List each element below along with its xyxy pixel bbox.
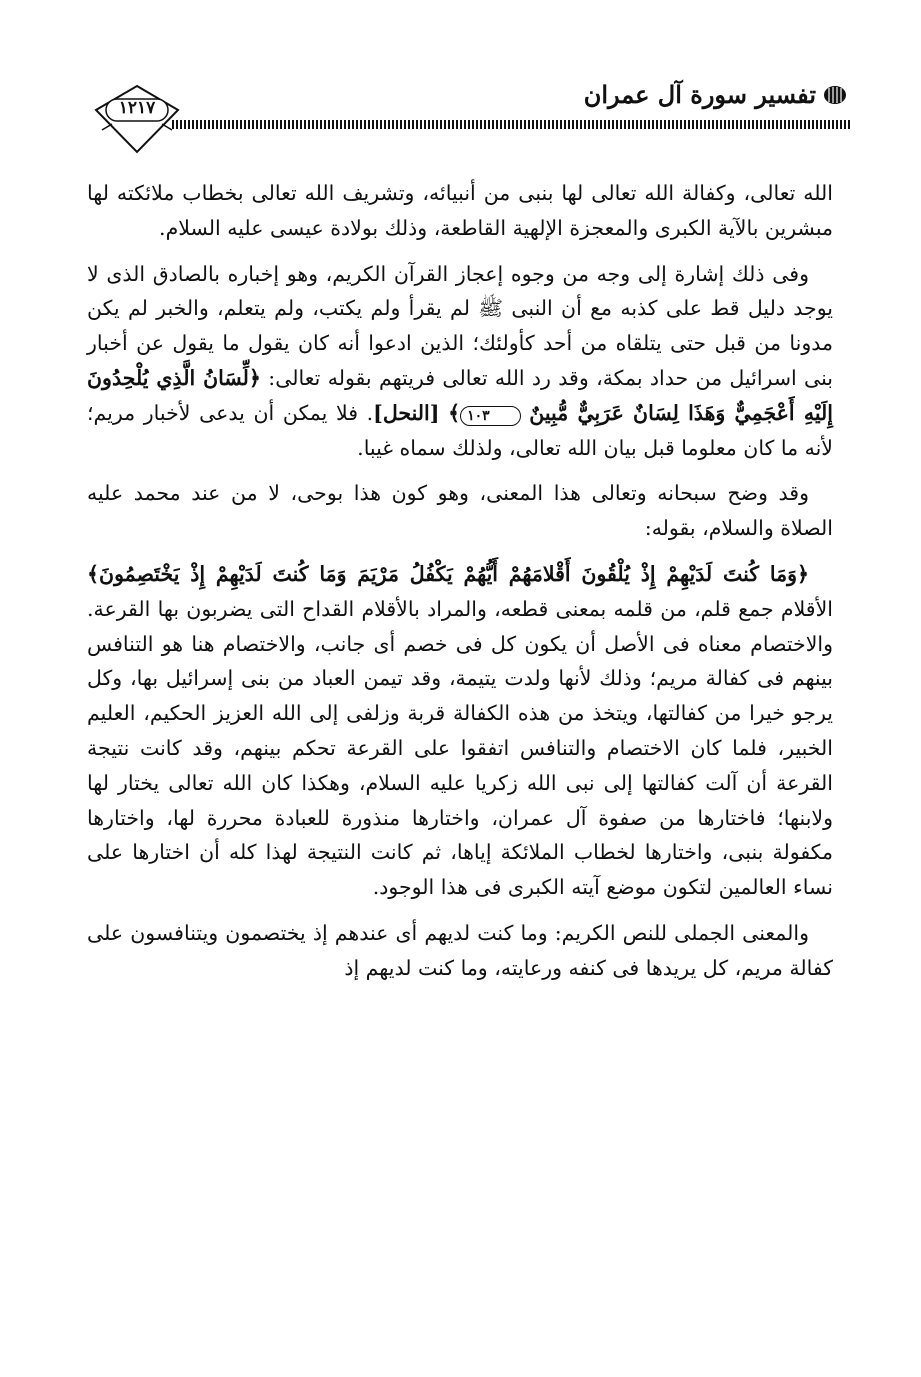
page-header [92, 78, 850, 118]
paragraph-4 [87, 557, 833, 905]
quran-quote-al-imran: ﴿وَمَا كُنتَ لَدَيْهِمْ إِذْ يُلْقُونَ أَقْلامَهُمْ أَيُّهُمْ يَكْفُلُ مَرْيَمَ وَمَا كُنتَ لَدَيْهِمْ إِذْ يَخْتَصِمُونَ﴾ [87, 561, 809, 586]
sura-reference: [النحل] [373, 400, 440, 425]
paragraph-5: والمعنى الجملى للنص الكريم: وما كنت لديهم أى عندهم إذ يختصمون ويتنافسون على كفالة مريم، كل يريدها فى كنفه ورعايته، وما كنت لديهم إذ [87, 920, 833, 980]
page-number-badge [92, 84, 182, 154]
page-number: ١٢١٧ [118, 98, 156, 118]
ornament-icon [822, 84, 848, 106]
quran-quote-close: ﴾ [448, 400, 461, 425]
verse-number-badge: ١٠٣ [460, 406, 521, 426]
paragraph-2-text-a: وفى ذلك إشارة إلى وجه من وجوه إعجاز القرآن الكريم، وهو إخباره بالصادق الذى لا يوجد دليل قط على كذبه مع أن النبى ﷺ لم يقرأ ولم يكتب، ولم يتعلم، والخبر لم يكن مدونا من قبل حتى يتلقاه من أحد كأولئك؛ الذين ادعوا أنه كان يقول ما يقول عن أخبار بنى اسرائيل من حداد بمكة، وقد رد الله تعالى فريتهم بقوله تعالى: [87, 261, 834, 390]
paragraph-3: وقد وضح سبحانه وتعالى هذا المعنى، وهو كون هذا بوحى، لا من عند محمد عليه الصلاة والسلام، بقوله: [87, 481, 833, 541]
paragraph-2 [87, 257, 833, 466]
running-header-title: تفسير سورة آل عمران [583, 80, 816, 109]
paragraph-1: الله تعالى، وكفالة الله تعالى لها بنبى من أنبيائه، وتشريف الله تعالى بخطاب ملائكته لها مبشرين بالآية الكبرى والمعجزة الإلهية القاطعة، وذلك بولادة عيسى عليه السلام. [87, 181, 833, 240]
main-text [87, 176, 833, 997]
header-rule [172, 120, 850, 129]
paragraph-2-text-b: . فلا يمكن أن يدعى لأخبار مريم؛ لأنه ما كان معلوما قبل بيان الله تعالى، ولذلك سماه غيبا. [87, 400, 833, 460]
page-number-frame-icon [92, 84, 182, 154]
quran-quote-nahl: ﴿لِّسَانُ الَّذِي يُلْحِدُونَ إِلَيْهِ أَعْجَمِيٌّ وَهَذَا لِسَانٌ عَرَبِيٌّ مُّبِينٌ [87, 365, 833, 425]
paragraph-4-text: الأقلام جمع قلم، من قلمه بمعنى قطعه، والمراد بالأقلام القداح التى يضربون بها القرعة. والاختصام معناه فى الأصل أن يكون كل فى خصم أى جانب، والاختصام هنا هو التنافس بينهم فى كفالة مريم؛ وذلك لأنها ولدت يتيمة، وقد تيمن العباد من بنى إسرائيل بها، وكل يرجو خيرا من كفالتها، ويتخذ من هذه الكفالة قربة وزلفى إلى الله العزيز الحكيم، العليم الخبير، فلما كان الاختصام والتنافس اتفقوا على القرعة تحكم بينهم، وقد كانت نتيجة القرعة أن آلت كفالتها إلى نبى الله زكريا عليه السلام، وهكذا كان الله تعالى يختار لها ولابنها؛ فاختارها من صفوة آل عمران، واختارها منذورة للعبادة محررة لها، واختارها مكفولة بنبى، واختارها لخطاب الملائكة إياها، ثم كانت النتيجة لهذا كله أن اختارها على نساء العالمين لتكون موضع آيته الكبرى فى هذا الوجود. [87, 596, 833, 900]
